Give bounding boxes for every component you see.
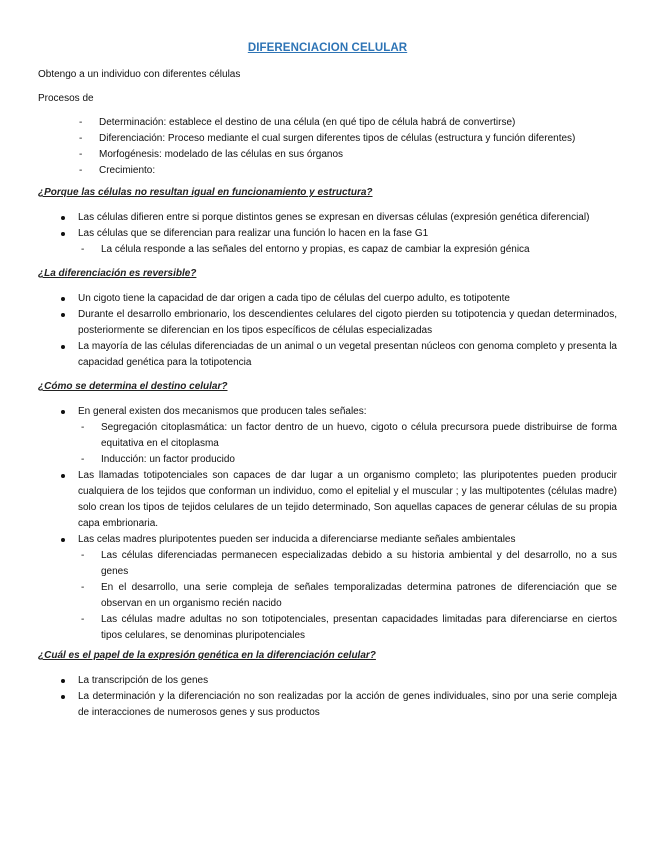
document-title: DIFERENCIACION CELULAR bbox=[247, 42, 408, 54]
sub-list-item: - Inducción: un factor producido bbox=[81, 452, 617, 468]
list-item: En general existen dos mecanismos que producen tales señales: - Segregación citoplasmática: un factor dentro de un huevo, cigoto o célula precursora puede distribuirse de forma equitativa en el citoplasma - Inducción: un factor producido bbox=[59, 404, 617, 468]
list-item: La determinación y la diferenciación no son realizadas por la acción de genes individuales, sino por una serie compleja de interacciones de numerosos genes y sus productos bbox=[59, 689, 617, 721]
list-item: Las llamadas totipotenciales son capaces de dar lugar a un organismo completo; las pluripotentes pueden producir cualquiera de los tejidos que conforman un individuo, como el epitelial y el muscular ; y las multipotentes (células madre) solo crean los tipos de tejidos celulares de un tejido determinado, Son aquellas capaces de generar células de su propia capa embrionaria. bbox=[59, 468, 617, 532]
list-item: - Morfogénesis: modelado de las células en sus órganos bbox=[79, 147, 619, 163]
sub-list bbox=[81, 242, 617, 258]
section4-list bbox=[59, 673, 617, 721]
list-item: - Determinación: establece el destino de una célula (en qué tipo de célula habrá de convertirse) bbox=[79, 115, 619, 131]
section-heading: ¿La diferenciación es reversible? bbox=[38, 268, 197, 279]
sub-list-item: - Segregación citoplasmática: un factor dentro de un huevo, cigoto o célula precursora puede distribuirse de forma equitativa en el citoplasma bbox=[81, 420, 617, 452]
list-item: La mayoría de las células diferenciadas de un animal o un vegetal presentan núcleos con genoma completo y presenta la capacidad genética para la totipotencia bbox=[59, 339, 617, 371]
list-item: - Crecimiento: bbox=[79, 163, 619, 179]
list-item: Un cigoto tiene la capacidad de dar origen a cada tipo de células del cuerpo adulto, es totipotente bbox=[59, 291, 617, 307]
section-heading: ¿Cómo se determina el destino celular? bbox=[38, 381, 228, 392]
procesos-label: Procesos de bbox=[38, 93, 94, 104]
section-heading: ¿Porque las células no resultan igual en funcionamiento y estructura? bbox=[38, 187, 373, 198]
list-item: Las células que se diferencian para realizar una función lo hacen en la fase G1 - La célula responde a las señales del entorno y propias, es capaz de cambiar la expresión génica bbox=[59, 226, 617, 258]
sub-list bbox=[81, 548, 617, 644]
section2-list bbox=[59, 291, 617, 371]
section3-list bbox=[59, 404, 617, 644]
sub-list-item: - Las células madre adultas no son totipotenciales, presentan capacidades limitadas para diferenciarse en ciertos tipos celulares, se denominas pluripotenciales bbox=[81, 612, 617, 644]
sub-list-item: - Las células diferenciadas permanecen especializadas debido a su historia ambiental y del desarrollo, no a sus genes bbox=[81, 548, 617, 580]
list-item: Durante el desarrollo embrionario, los descendientes celulares del cigoto pierden su totipotencia y quedan determinados, posteriormente se diferencian en los tipos específicos de células especializadas bbox=[59, 307, 617, 339]
section-heading: ¿Cuál es el papel de la expresión genética en la diferenciación celular? bbox=[38, 650, 376, 661]
list-item: La transcripción de los genes bbox=[59, 673, 617, 689]
sub-list-item: - En el desarrollo, una serie compleja de señales temporalizadas determina patrones de diferenciación que se observan en un organismo recién nacido bbox=[81, 580, 617, 612]
section1-list bbox=[59, 210, 617, 258]
sub-list-item: - La célula responde a las señales del entorno y propias, es capaz de cambiar la expresión génica bbox=[81, 242, 617, 258]
list-item: Las células difieren entre si porque distintos genes se expresan en diversas células (expresión genética diferencial) bbox=[59, 210, 617, 226]
intro-text: Obtengo a un individuo con diferentes células bbox=[38, 69, 241, 80]
sub-list bbox=[81, 420, 617, 468]
list-item: Las celas madres pluripotentes pueden ser inducida a diferenciarse mediante señales ambientales - Las células diferenciadas permanecen especializadas debido a su historia ambiental y del desarrollo, no a sus genes - En el desarrollo, una serie compleja de señales temporalizadas determina patrones de diferenciación que se observan en un organismo recién nacido - Las células madre adultas no son totipotenciales, presentan capacidades limitadas para diferenciarse en ciertos tipos celulares, se denominas pluripotenciales bbox=[59, 532, 617, 644]
procesos-list bbox=[79, 115, 619, 179]
list-item: - Diferenciación: Proceso mediante el cual surgen diferentes tipos de células (estructura y función diferentes) bbox=[79, 131, 619, 147]
